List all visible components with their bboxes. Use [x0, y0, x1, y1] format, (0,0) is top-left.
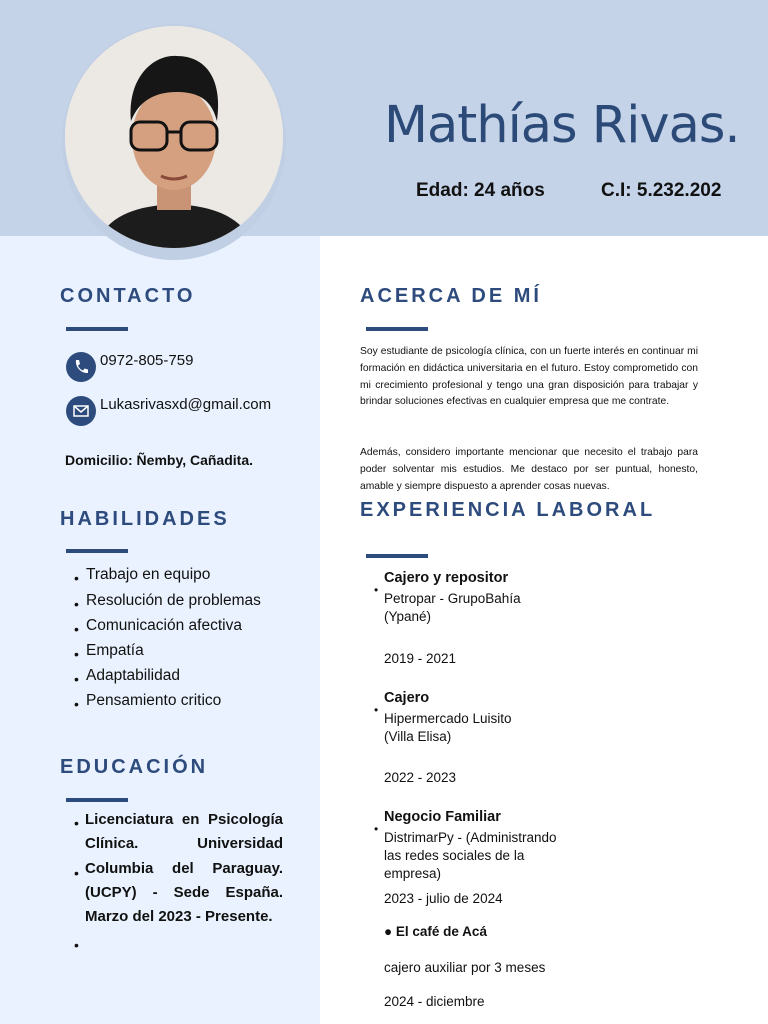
- job-dates: 2024 - diciembre: [384, 994, 485, 1009]
- job-location: (Villa Elisa): [384, 729, 452, 744]
- job-title: Cajero y repositor: [384, 570, 509, 586]
- envelope-icon: [66, 396, 96, 426]
- education-entry: Licenciatura en Psicología Clínica. Universidad Columbia del Paraguay. (UCPY) - Sede España. Marzo del 2023 - Presente.: [85, 811, 283, 926]
- job-title: ● El café de Acá: [384, 924, 487, 939]
- experience-divider: [366, 554, 428, 558]
- bullet-icon: •: [374, 822, 379, 836]
- bullet-icon: •: [374, 703, 379, 717]
- experience-heading: EXPERIENCIA LABORAL: [360, 499, 656, 521]
- about-paragraph: Además, considero importante mencionar que necesito el trabajo para poder solventar mis estudios. Me destaco por ser puntual, honesto, amable y siempre dispuesto a aprender cosas nuevas.: [360, 447, 698, 492]
- list-item: • Comunicación afectiva: [74, 617, 242, 637]
- job-location: (Ypané): [384, 609, 432, 624]
- id-number-text: C.I: 5.232.202: [601, 180, 722, 201]
- bullet-icon: •: [74, 596, 79, 612]
- about-paragraph: Soy estudiante de psicología clínica, con un fuerte interés en continuar mi formación en didáctica universitaria en el futuro. Estoy comprometido con mi crecimiento profesional y tengo una gran disposición para trabajar y brindar soluciones efectivas en cualquier empresa que me contrate.: [360, 346, 698, 408]
- phone-number[interactable]: 0972-805-759: [100, 352, 194, 369]
- bullet-icon: •: [74, 937, 79, 953]
- email-address[interactable]: Lukasrivasxd@gmail.com: [100, 396, 272, 413]
- list-item: • Adaptabilidad: [74, 667, 180, 687]
- job-dates: 2022 - 2023: [384, 770, 457, 785]
- skills-divider: [66, 549, 128, 553]
- contact-divider: [66, 327, 128, 331]
- job-description: cajero auxiliar por 3 meses: [384, 960, 546, 975]
- age-text: Edad: 24 años: [416, 180, 545, 201]
- about-divider: [366, 327, 428, 331]
- list-item: • Trabajo en equipo: [74, 566, 211, 586]
- job-dates: 2023 - julio de 2024: [384, 891, 503, 906]
- bullet-icon: •: [74, 696, 79, 712]
- profile-photo: [65, 26, 283, 248]
- phone-icon: [66, 352, 96, 382]
- list-item: • Empatía: [74, 642, 144, 662]
- address-text: Domicilio: Ñemby, Cañadita.: [65, 452, 253, 468]
- job-company: DistrimarPy - (Administrando: [384, 830, 557, 845]
- bullet-icon: •: [74, 815, 79, 831]
- about-heading: ACERCA DE MÍ: [360, 285, 542, 307]
- list-item: • Pensamiento critico: [74, 692, 222, 712]
- job-description: empresa): [384, 866, 442, 881]
- bullet-icon: •: [74, 865, 79, 881]
- bullet-icon: •: [74, 570, 79, 586]
- education-heading: EDUCACIÓN: [60, 756, 209, 778]
- contact-heading: CONTACTO: [60, 285, 196, 307]
- bullet-icon: •: [374, 583, 379, 597]
- bullet-icon: •: [74, 646, 79, 662]
- person-portrait-icon: [65, 26, 283, 248]
- page-title: Mathías Rivas.: [384, 96, 740, 155]
- job-description: las redes sociales de la: [384, 848, 525, 863]
- job-company: Hipermercado Luisito: [384, 711, 512, 726]
- list-item: • Resolución de problemas: [74, 592, 261, 612]
- education-divider: [66, 798, 128, 802]
- bullet-icon: •: [74, 621, 79, 637]
- bullet-icon: •: [74, 671, 79, 687]
- job-dates: 2019 - 2021: [384, 651, 457, 666]
- job-company: Petropar - GrupoBahía: [384, 591, 521, 606]
- job-title: Negocio Familiar: [384, 809, 501, 825]
- job-title: Cajero: [384, 690, 430, 706]
- skills-heading: HABILIDADES: [60, 508, 230, 530]
